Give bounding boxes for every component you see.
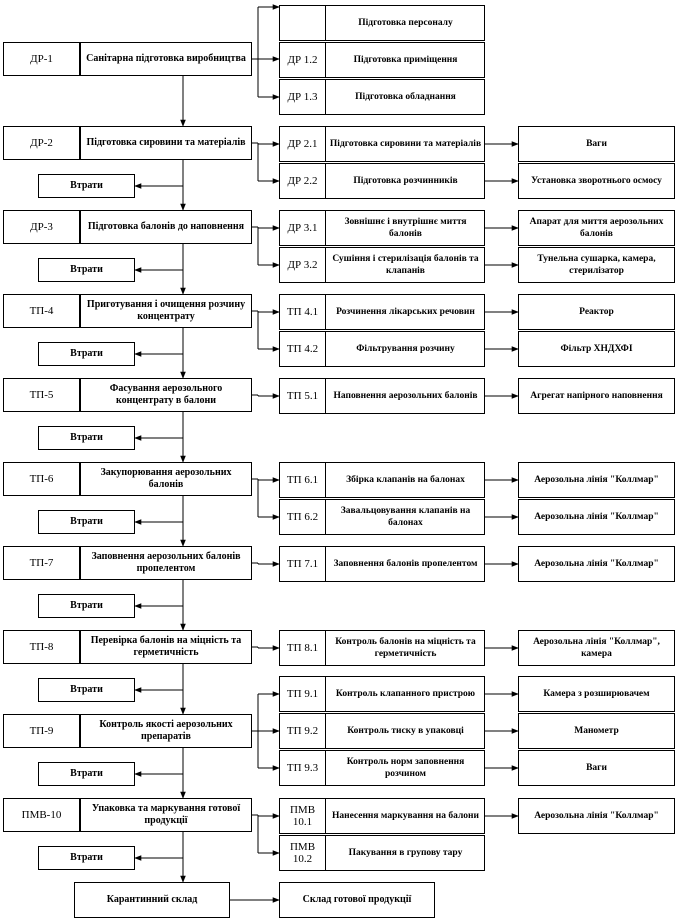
operation-title: Підготовка персоналу [358,18,453,28]
waste-label: Втрати [70,348,103,359]
operation-title: Фільтрування розчину [356,344,455,354]
stage-title: Перевірка балонів на міцність та герметичність [90,635,242,658]
equipment-label: Аерозольна лінія "Коллмар" [534,512,659,522]
operation-code: ТП 9.1 [286,688,319,700]
operation-code: ТП 6.1 [286,474,319,486]
operation-title: Розчинення лікарських речовин [336,307,475,317]
operation-title: Завальцовування клапанів на балонах [340,506,471,528]
stage-code: ПМВ-10 [21,809,62,821]
equipment-label: Реактор [579,307,614,317]
operation-title: Підготовка сировини та матеріалів [329,139,482,149]
operation-title: Сушіння і стерилізація балонів та клапанів [332,254,479,276]
warehouse-label: Склад готової продукції [302,894,412,905]
stage-title: Приготування і очищення розчину концентрату [86,299,246,322]
equipment-label: Апарат для миття аерозольних балонів [529,217,664,239]
stage-code: ДР-2 [30,137,53,149]
operation-code: ТП 8.1 [286,642,319,654]
operation-title: Контроль норм заповнення розчином [346,757,465,779]
equipment-label: Тунельна сушарка, камера, стерилізатор [537,254,656,276]
operation-code: ДР 2.2 [287,175,318,187]
operation-title: Контроль балонів на міцність та герметичність [335,637,476,659]
equipment-label: Фільтр ХНДХФІ [560,344,633,354]
operation-title: Зовнішнє і внутрішнє миття балонів [344,217,467,239]
stage-code: ТП-5 [29,389,54,401]
waste-label: Втрати [70,600,103,611]
operation-code: ДР 3.1 [287,222,318,234]
quarantine-label: Карантинний склад [106,894,198,905]
equipment-label: Аерозольна лінія "Коллмар" [534,475,659,485]
operation-code: ПМВ 10.1 [289,804,316,828]
equipment-label: Аерозольна лінія "Коллмар" [534,559,659,569]
equipment-label: Ваги [586,763,607,773]
equipment-label: Манометр [574,726,619,736]
stage-title: Контроль якості аерозольних препаратів [99,719,233,742]
equipment-label: Установка зворотнього осмосу [531,176,662,186]
stage-title: Підготовка сировини та матеріалів [86,137,246,148]
stage-code: ТП-8 [29,641,54,653]
operation-code: ДР 2.1 [287,138,318,150]
stage-title: Підготовка балонів до наповнення [87,221,245,232]
waste-label: Втрати [70,264,103,275]
stage-title: Заповнення аерозольних балонів пропелентом [91,551,241,574]
operation-title: Підготовка обладнання [355,92,456,102]
operation-title: Нанесення маркування на балони [331,811,480,821]
stage-code: ДР-3 [30,221,53,233]
waste-label: Втрати [70,852,103,863]
operation-code-box [279,5,326,41]
operation-title: Заповнення балонів пропелентом [333,559,478,569]
equipment-label: Аерозольна лінія "Коллмар", камера [533,637,660,659]
operation-title: Підготовка приміщення [353,55,458,65]
stage-code: ТП-9 [29,725,54,737]
operation-title: Наповнення аерозольних балонів [333,391,478,401]
operation-code: ДР 1.2 [287,54,318,66]
waste-label: Втрати [70,684,103,695]
operation-code: ДР 3.2 [287,259,318,271]
equipment-label: Ваги [586,139,607,149]
stage-title: Фасування аерозольного концентрату в балони [109,383,223,406]
stage-code: ТП-6 [29,473,54,485]
operation-code: ТП 9.2 [286,725,319,737]
waste-label: Втрати [70,768,103,779]
operation-code: ТП 5.1 [286,390,319,402]
operation-code: ДР 1.3 [287,91,318,103]
operation-code: ПМВ 10.2 [289,841,316,865]
waste-label: Втрати [70,516,103,527]
equipment-label: Аерозольна лінія "Коллмар" [534,811,659,821]
operation-code: ТП 4.1 [286,306,319,318]
operation-title: Збірка клапанів на балонах [346,475,465,485]
operation-title: Контроль тиску в упаковці [347,726,464,736]
waste-label: Втрати [70,432,103,443]
stage-title: Санітарна підготовка виробництва [86,53,246,64]
operation-code: ТП 6.2 [286,511,319,523]
operation-title: Контроль клапанного пристрою [335,689,476,699]
equipment-label: Камера з розширювачем [543,689,650,699]
operation-title: Підготовка розчинників [353,176,458,186]
equipment-label: Агрегат напірного наповнення [530,391,663,401]
stage-code: ДР-1 [30,53,53,65]
operation-code: ТП 4.2 [286,343,319,355]
stage-title: Закупорювання аерозольних балонів [100,467,232,490]
stage-code: ТП-7 [29,557,54,569]
stage-code: ТП-4 [29,305,54,317]
stage-title: Упаковка та маркування готової продукції [91,803,241,826]
waste-label: Втрати [70,180,103,191]
operation-code: ТП 7.1 [286,558,319,570]
operation-title: Пакування в групову тару [348,848,463,858]
operation-code: ТП 9.3 [286,762,319,774]
